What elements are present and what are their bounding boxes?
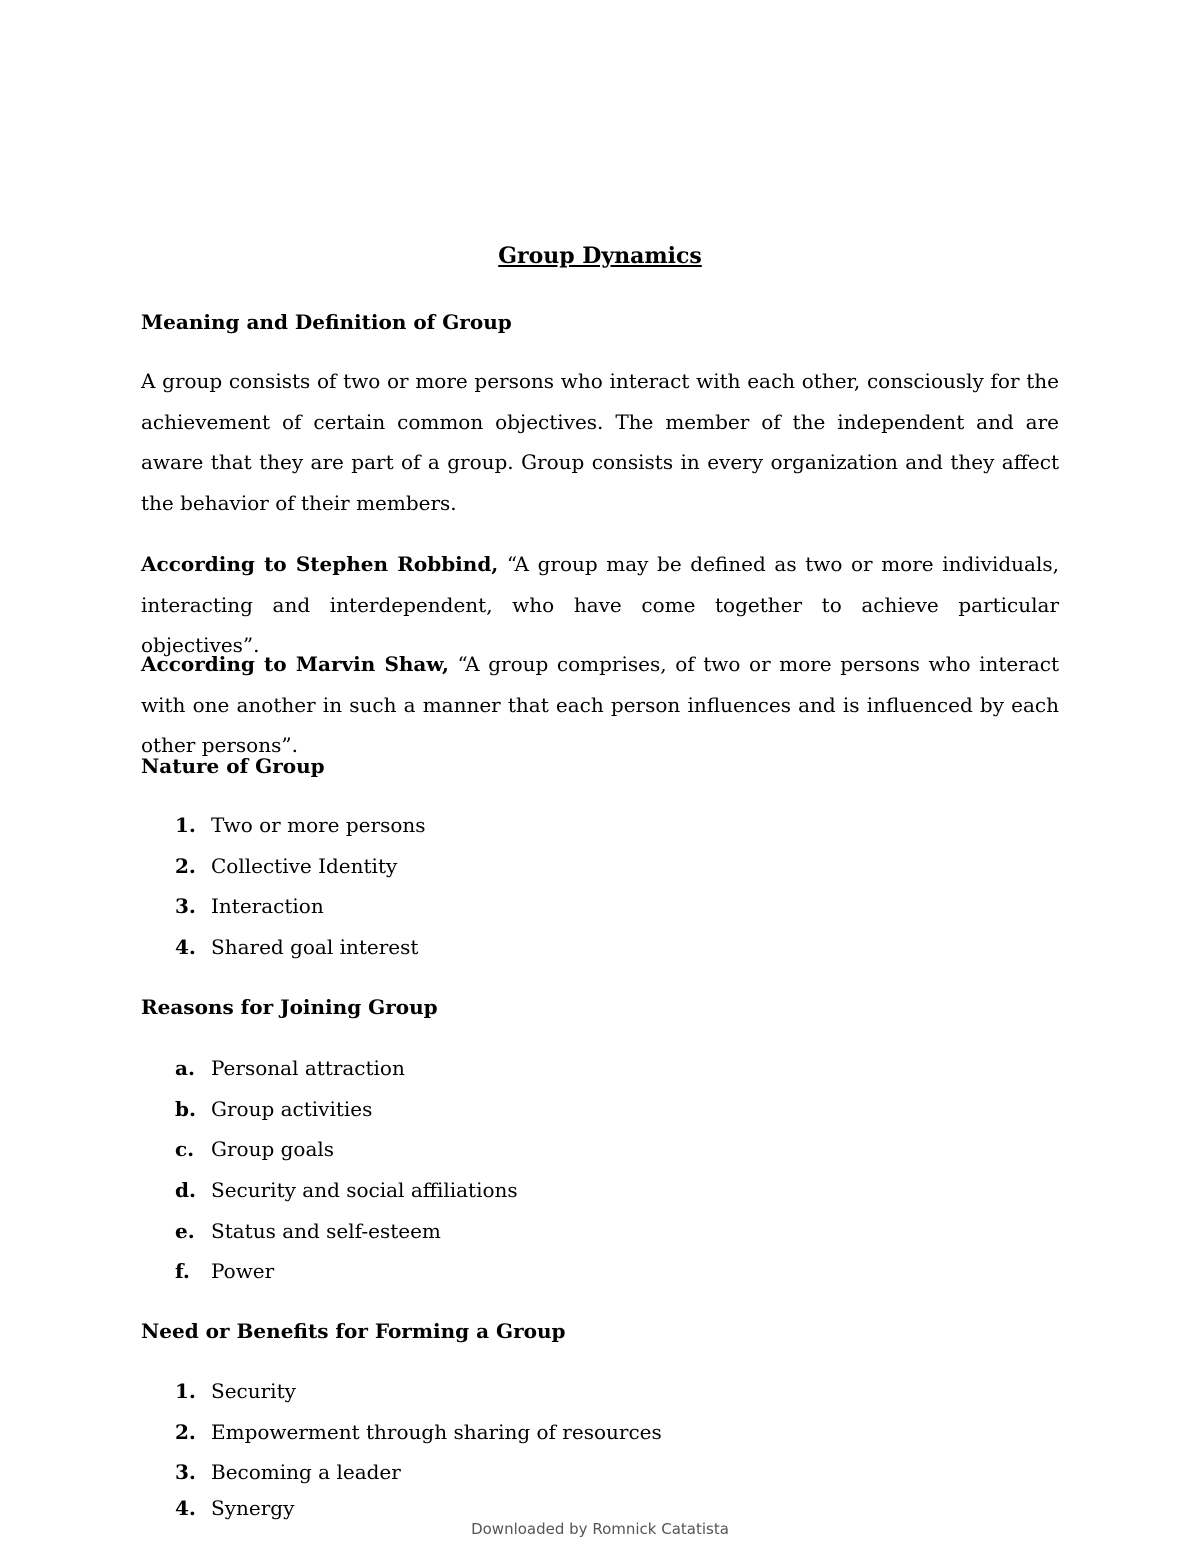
heading-reasons: Reasons for Joining Group: [141, 995, 438, 1019]
list-item-text: Becoming a leader: [211, 1460, 401, 1485]
list-item-text: Shared goal interest: [211, 935, 419, 960]
list-marker: 1.: [175, 1379, 196, 1403]
quote-shaw-lead: According to Marvin Shaw,: [141, 652, 449, 676]
quote-robbins-lead: According to Stephen Robbind,: [141, 552, 499, 576]
quote-shaw: [141, 644, 1059, 766]
heading-benefits: Need or Benefits for Forming a Group: [141, 1319, 566, 1343]
list-item-text: Collective Identity: [211, 853, 398, 878]
list-item-text: Personal attraction: [211, 1056, 405, 1080]
list-item-text: Group activities: [211, 1096, 373, 1121]
list-marker: 4.: [175, 1496, 196, 1521]
list-item-text: Status and self-esteem: [211, 1218, 441, 1243]
list-item-text: Synergy: [211, 1496, 295, 1521]
list-marker: 3.: [175, 1460, 196, 1485]
download-footer: Downloaded by Romnick Catatista: [471, 1520, 729, 1538]
list-marker: f.: [175, 1259, 190, 1284]
list-marker: 1.: [175, 813, 196, 837]
list-item-text: Empowerment through sharing of resources: [211, 1419, 662, 1444]
list-marker: 2.: [175, 853, 196, 878]
quote-shaw-text: “A group comprises, of two or more persons who interact with one another in such a manner that each person influences and is influenced by each other persons”.: [141, 652, 1059, 758]
list-marker: d.: [175, 1178, 196, 1203]
list-marker: b.: [175, 1096, 196, 1121]
list-item-text: Security: [211, 1379, 296, 1403]
list-marker: 4.: [175, 935, 196, 960]
heading-meaning: Meaning and Definition of Group: [141, 310, 512, 334]
paragraph-meaning: A group consists of two or more persons who interact with each other, consciously for the achievement of certain common objectives. The member of the independent and are aware that they are part of a group. Group consists in every organization and they affect the behavior of their members.: [141, 369, 1059, 516]
list-item-text: Power: [211, 1259, 275, 1284]
list-marker: e.: [175, 1218, 195, 1243]
list-marker: c.: [175, 1137, 195, 1162]
list-item-text: Two or more persons: [211, 813, 426, 837]
list-marker: 3.: [175, 894, 196, 919]
list-item-text: Security and social affiliations: [211, 1178, 518, 1203]
document-title: Group Dynamics: [498, 243, 702, 269]
list-item-text: Group goals: [211, 1137, 335, 1162]
list-item-text: Interaction: [211, 894, 324, 919]
heading-nature: Nature of Group: [141, 754, 325, 778]
list-marker: a.: [175, 1056, 195, 1080]
quote-robbins-text: “A group may be defined as two or more individuals, interacting and interdependent, who have come together to achieve particular objectives”.: [141, 552, 1059, 658]
list-marker: 2.: [175, 1419, 196, 1444]
